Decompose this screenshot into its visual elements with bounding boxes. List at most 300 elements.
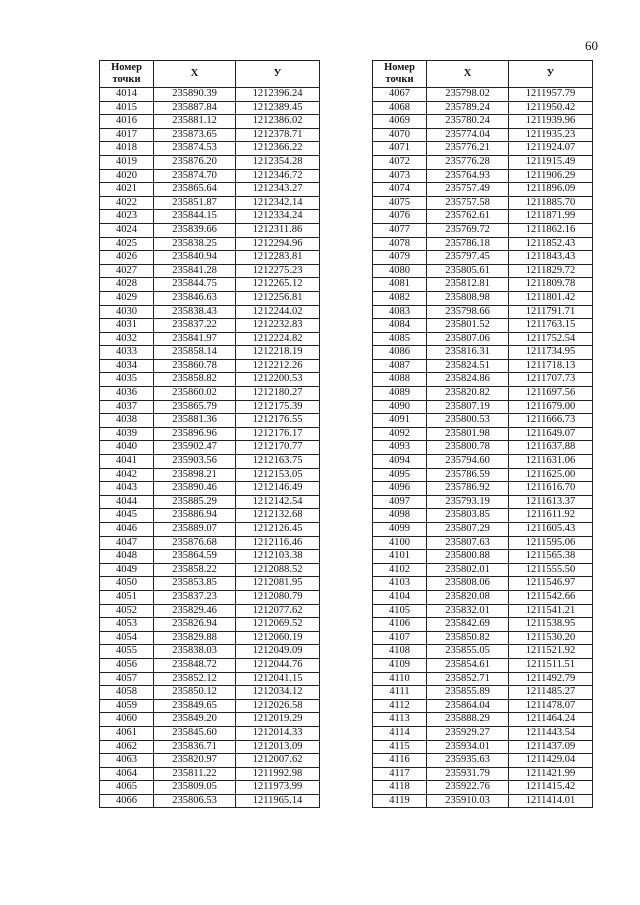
y-coordinate-cell: 1212244.02	[236, 305, 320, 319]
x-coordinate-cell: 235852.71	[427, 672, 509, 686]
point-number-cell: 4049	[100, 563, 154, 577]
x-coordinate-cell: 235876.68	[154, 536, 236, 550]
point-number-cell: 4030	[100, 305, 154, 319]
point-number-cell: 4101	[373, 550, 427, 564]
y-coordinate-cell: 1211538.95	[509, 618, 593, 632]
y-coordinate-cell: 1211896.09	[509, 183, 593, 197]
coordinates-table-right	[372, 60, 593, 808]
y-coordinate-cell: 1211906.29	[509, 169, 593, 183]
y-coordinate-cell: 1211511.51	[509, 658, 593, 672]
y-coordinate-cell: 1212232.83	[236, 319, 320, 333]
point-number-cell: 4040	[100, 441, 154, 455]
table-row	[373, 631, 593, 645]
table-row	[373, 468, 593, 482]
table-row	[373, 223, 593, 237]
y-coordinate-cell: 1211950.42	[509, 101, 593, 115]
point-number-cell: 4051	[100, 590, 154, 604]
x-coordinate-cell: 235910.03	[427, 794, 509, 808]
x-coordinate-cell: 235853.85	[154, 577, 236, 591]
table-row	[373, 373, 593, 387]
coordinates-table-left	[99, 60, 320, 808]
y-coordinate-cell: 1212049.09	[236, 645, 320, 659]
y-coordinate-cell: 1212311.86	[236, 223, 320, 237]
point-number-cell: 4057	[100, 672, 154, 686]
point-number-cell: 4097	[373, 495, 427, 509]
table-row	[373, 509, 593, 523]
table-row	[373, 196, 593, 210]
point-number-cell: 4063	[100, 754, 154, 768]
point-number-cell: 4117	[373, 767, 427, 781]
y-coordinate-cell: 1211613.37	[509, 495, 593, 509]
x-coordinate-cell: 235858.22	[154, 563, 236, 577]
y-coordinate-cell: 1211631.06	[509, 455, 593, 469]
table-row	[100, 509, 320, 523]
x-coordinate-cell: 235849.20	[154, 713, 236, 727]
table-row	[373, 441, 593, 455]
x-coordinate-cell: 235929.27	[427, 726, 509, 740]
x-coordinate-cell: 235832.01	[427, 604, 509, 618]
table-row	[100, 455, 320, 469]
y-coordinate-cell: 1211649.07	[509, 427, 593, 441]
x-coordinate-cell: 235776.28	[427, 155, 509, 169]
table-row	[373, 577, 593, 591]
y-coordinate-cell: 1212153.05	[236, 468, 320, 482]
point-number-cell: 4085	[373, 332, 427, 346]
x-coordinate-cell: 235885.29	[154, 495, 236, 509]
x-coordinate-cell: 235807.06	[427, 332, 509, 346]
point-number-cell: 4018	[100, 142, 154, 156]
x-coordinate-cell: 235881.36	[154, 414, 236, 428]
point-number-cell: 4044	[100, 495, 154, 509]
point-number-cell: 4058	[100, 686, 154, 700]
table-row	[100, 672, 320, 686]
y-coordinate-cell: 1211871.99	[509, 210, 593, 224]
x-coordinate-cell: 235850.82	[427, 631, 509, 645]
point-number-cell: 4073	[373, 169, 427, 183]
y-coordinate-cell: 1211414.01	[509, 794, 593, 808]
point-number-cell: 4035	[100, 373, 154, 387]
point-number-cell: 4039	[100, 427, 154, 441]
x-coordinate-cell: 235846.63	[154, 291, 236, 305]
point-number-cell: 4034	[100, 359, 154, 373]
x-coordinate-cell: 235838.43	[154, 305, 236, 319]
table-row	[100, 767, 320, 781]
table-row	[100, 319, 320, 333]
y-coordinate-cell: 1211852.43	[509, 237, 593, 251]
point-number-cell: 4074	[373, 183, 427, 197]
point-number-cell: 4054	[100, 631, 154, 645]
x-coordinate-cell: 235816.31	[427, 346, 509, 360]
table-row	[100, 223, 320, 237]
table-row	[100, 346, 320, 360]
table-row	[373, 523, 593, 537]
table-row	[100, 264, 320, 278]
table-row	[373, 414, 593, 428]
table-row	[100, 631, 320, 645]
point-number-cell: 4114	[373, 726, 427, 740]
y-coordinate-cell: 1211530.20	[509, 631, 593, 645]
x-coordinate-cell: 235881.12	[154, 115, 236, 129]
point-number-cell: 4093	[373, 441, 427, 455]
y-coordinate-cell: 1212163.75	[236, 455, 320, 469]
y-coordinate-cell: 1211541.21	[509, 604, 593, 618]
x-coordinate-cell: 235802.01	[427, 563, 509, 577]
x-coordinate-cell: 235854.61	[427, 658, 509, 672]
x-coordinate-cell: 235829.46	[154, 604, 236, 618]
point-number-cell: 4050	[100, 577, 154, 591]
table-body-left	[100, 88, 320, 808]
table-row	[373, 169, 593, 183]
point-number-cell: 4024	[100, 223, 154, 237]
point-number-cell: 4027	[100, 264, 154, 278]
x-coordinate-cell: 235902.47	[154, 441, 236, 455]
point-number-cell: 4082	[373, 291, 427, 305]
point-number-cell: 4080	[373, 264, 427, 278]
x-coordinate-cell: 235903.56	[154, 455, 236, 469]
point-number-cell: 4065	[100, 781, 154, 795]
table-row	[373, 101, 593, 115]
table-row	[373, 210, 593, 224]
x-coordinate-cell: 235837.23	[154, 590, 236, 604]
table-row	[373, 699, 593, 713]
y-coordinate-cell: 1212378.71	[236, 128, 320, 142]
x-coordinate-cell: 235826.94	[154, 618, 236, 632]
y-coordinate-cell: 1211973.99	[236, 781, 320, 795]
table-row	[373, 740, 593, 754]
x-coordinate-cell: 235811.22	[154, 767, 236, 781]
table-row	[100, 781, 320, 795]
table-row	[100, 563, 320, 577]
y-coordinate-cell: 1211464.24	[509, 713, 593, 727]
y-coordinate-cell: 1212294.96	[236, 237, 320, 251]
point-number-cell: 4055	[100, 645, 154, 659]
table-row	[373, 482, 593, 496]
x-coordinate-cell: 235889.07	[154, 523, 236, 537]
x-coordinate-cell: 235798.66	[427, 305, 509, 319]
point-number-cell: 4094	[373, 455, 427, 469]
y-coordinate-cell: 1211637.88	[509, 441, 593, 455]
x-coordinate-cell: 235807.63	[427, 536, 509, 550]
x-coordinate-cell: 235786.18	[427, 237, 509, 251]
y-coordinate-cell: 1211718.13	[509, 359, 593, 373]
y-coordinate-cell: 1212389.45	[236, 101, 320, 115]
x-coordinate-cell: 235898.21	[154, 468, 236, 482]
point-number-cell: 4105	[373, 604, 427, 618]
table-row	[373, 767, 593, 781]
table-row	[100, 618, 320, 632]
x-coordinate-cell: 235780.24	[427, 115, 509, 129]
point-number-cell: 4029	[100, 291, 154, 305]
table-row	[373, 128, 593, 142]
x-coordinate-cell: 235774.04	[427, 128, 509, 142]
y-coordinate-cell: 1212176.17	[236, 427, 320, 441]
x-coordinate-cell: 235798.02	[427, 88, 509, 102]
table-row	[100, 441, 320, 455]
y-coordinate-cell: 1212275.23	[236, 264, 320, 278]
table-row	[100, 427, 320, 441]
x-coordinate-cell: 235762.61	[427, 210, 509, 224]
table-row	[373, 672, 593, 686]
point-number-cell: 4023	[100, 210, 154, 224]
x-coordinate-cell: 235809.05	[154, 781, 236, 795]
table-row	[373, 346, 593, 360]
point-number-cell: 4095	[373, 468, 427, 482]
point-number-cell: 4110	[373, 672, 427, 686]
table-row	[373, 183, 593, 197]
table-row	[100, 373, 320, 387]
header-x: Х	[427, 61, 509, 88]
table-row	[373, 305, 593, 319]
table-row	[100, 699, 320, 713]
table-row	[373, 590, 593, 604]
x-coordinate-cell: 235838.03	[154, 645, 236, 659]
table-row	[100, 237, 320, 251]
x-coordinate-cell: 235824.51	[427, 359, 509, 373]
point-number-cell: 4015	[100, 101, 154, 115]
table-row	[373, 686, 593, 700]
x-coordinate-cell: 235824.86	[427, 373, 509, 387]
y-coordinate-cell: 1212218.19	[236, 346, 320, 360]
y-coordinate-cell: 1212132.68	[236, 509, 320, 523]
y-coordinate-cell: 1212019.29	[236, 713, 320, 727]
table-row	[373, 319, 593, 333]
page-number: 60	[585, 38, 598, 53]
y-coordinate-cell: 1212180.27	[236, 387, 320, 401]
y-coordinate-cell: 1211992.98	[236, 767, 320, 781]
point-number-cell: 4087	[373, 359, 427, 373]
header-point-number: Номер точки	[100, 61, 154, 88]
point-number-cell: 4088	[373, 373, 427, 387]
table-row	[100, 658, 320, 672]
table-row	[373, 495, 593, 509]
table-row	[373, 142, 593, 156]
y-coordinate-cell: 1212013.09	[236, 740, 320, 754]
table-row	[100, 645, 320, 659]
y-coordinate-cell: 1211421.99	[509, 767, 593, 781]
x-coordinate-cell: 235757.58	[427, 196, 509, 210]
y-coordinate-cell: 1212170.77	[236, 441, 320, 455]
point-number-cell: 4069	[373, 115, 427, 129]
x-coordinate-cell: 235849.65	[154, 699, 236, 713]
table-row	[100, 523, 320, 537]
point-number-cell: 4091	[373, 414, 427, 428]
point-number-cell: 4119	[373, 794, 427, 808]
y-coordinate-cell: 1211965.14	[236, 794, 320, 808]
y-coordinate-cell: 1212346.72	[236, 169, 320, 183]
x-coordinate-cell: 235806.53	[154, 794, 236, 808]
table-row	[100, 726, 320, 740]
y-coordinate-cell: 1212200.53	[236, 373, 320, 387]
x-coordinate-cell: 235844.75	[154, 278, 236, 292]
point-number-cell: 4103	[373, 577, 427, 591]
table-row	[100, 794, 320, 808]
y-coordinate-cell: 1212034.12	[236, 686, 320, 700]
x-coordinate-cell: 235886.94	[154, 509, 236, 523]
table-row	[373, 618, 593, 632]
table-row	[100, 169, 320, 183]
table-row	[100, 590, 320, 604]
point-number-cell: 4083	[373, 305, 427, 319]
table-row	[100, 305, 320, 319]
x-coordinate-cell: 235855.89	[427, 686, 509, 700]
y-coordinate-cell: 1212265.12	[236, 278, 320, 292]
table-row	[373, 794, 593, 808]
point-number-cell: 4020	[100, 169, 154, 183]
x-coordinate-cell: 235864.59	[154, 550, 236, 564]
y-coordinate-cell: 1211935.23	[509, 128, 593, 142]
x-coordinate-cell: 235931.79	[427, 767, 509, 781]
y-coordinate-cell: 1212342.14	[236, 196, 320, 210]
table-row	[100, 142, 320, 156]
y-coordinate-cell: 1211862.16	[509, 223, 593, 237]
table-row	[100, 400, 320, 414]
x-coordinate-cell: 235812.81	[427, 278, 509, 292]
y-coordinate-cell: 1211595.06	[509, 536, 593, 550]
x-coordinate-cell: 235776.21	[427, 142, 509, 156]
table-row	[100, 332, 320, 346]
table-row	[100, 155, 320, 169]
point-number-cell: 4072	[373, 155, 427, 169]
table-row	[373, 237, 593, 251]
x-coordinate-cell: 235865.79	[154, 400, 236, 414]
point-number-cell: 4038	[100, 414, 154, 428]
table-row	[373, 781, 593, 795]
point-number-cell: 4042	[100, 468, 154, 482]
table-row	[100, 495, 320, 509]
x-coordinate-cell: 235793.19	[427, 495, 509, 509]
point-number-cell: 4062	[100, 740, 154, 754]
y-coordinate-cell: 1212088.52	[236, 563, 320, 577]
x-coordinate-cell: 235837.22	[154, 319, 236, 333]
table-row	[100, 291, 320, 305]
x-coordinate-cell: 235842.69	[427, 618, 509, 632]
x-coordinate-cell: 235803.85	[427, 509, 509, 523]
x-coordinate-cell: 235839.66	[154, 223, 236, 237]
point-number-cell: 4099	[373, 523, 427, 537]
point-number-cell: 4112	[373, 699, 427, 713]
y-coordinate-cell: 1212069.52	[236, 618, 320, 632]
y-coordinate-cell: 1212176.55	[236, 414, 320, 428]
x-coordinate-cell: 235841.28	[154, 264, 236, 278]
point-number-cell: 4053	[100, 618, 154, 632]
x-coordinate-cell: 235845.60	[154, 726, 236, 740]
point-number-cell: 4100	[373, 536, 427, 550]
header-y: У	[509, 61, 593, 88]
y-coordinate-cell: 1212386.02	[236, 115, 320, 129]
point-number-cell: 4086	[373, 346, 427, 360]
y-coordinate-cell: 1211924.07	[509, 142, 593, 156]
point-number-cell: 4081	[373, 278, 427, 292]
y-coordinate-cell: 1212126.45	[236, 523, 320, 537]
point-number-cell: 4019	[100, 155, 154, 169]
y-coordinate-cell: 1211763.15	[509, 319, 593, 333]
y-coordinate-cell: 1211443.54	[509, 726, 593, 740]
point-number-cell: 4021	[100, 183, 154, 197]
y-coordinate-cell: 1212116.46	[236, 536, 320, 550]
header-y: У	[236, 61, 320, 88]
x-coordinate-cell: 235896.96	[154, 427, 236, 441]
table-row	[100, 550, 320, 564]
point-number-cell: 4037	[100, 400, 154, 414]
y-coordinate-cell: 1212146.49	[236, 482, 320, 496]
x-coordinate-cell: 235874.70	[154, 169, 236, 183]
point-number-cell: 4089	[373, 387, 427, 401]
y-coordinate-cell: 1212007.62	[236, 754, 320, 768]
y-coordinate-cell: 1211616.70	[509, 482, 593, 496]
point-number-cell: 4026	[100, 251, 154, 265]
point-number-cell: 4111	[373, 686, 427, 700]
point-number-cell: 4036	[100, 387, 154, 401]
table-row	[373, 88, 593, 102]
x-coordinate-cell: 235865.64	[154, 183, 236, 197]
y-coordinate-cell: 1212354.28	[236, 155, 320, 169]
point-number-cell: 4096	[373, 482, 427, 496]
table-row	[373, 536, 593, 550]
table-row	[373, 550, 593, 564]
y-coordinate-cell: 1211697.56	[509, 387, 593, 401]
point-number-cell: 4068	[373, 101, 427, 115]
x-coordinate-cell: 235860.02	[154, 387, 236, 401]
y-coordinate-cell: 1212396.24	[236, 88, 320, 102]
y-coordinate-cell: 1212080.79	[236, 590, 320, 604]
table-row	[100, 196, 320, 210]
x-coordinate-cell: 235797.45	[427, 251, 509, 265]
y-coordinate-cell: 1211555.50	[509, 563, 593, 577]
table-row	[100, 359, 320, 373]
point-number-cell: 4046	[100, 523, 154, 537]
x-coordinate-cell: 235800.88	[427, 550, 509, 564]
point-number-cell: 4033	[100, 346, 154, 360]
table-row	[100, 387, 320, 401]
y-coordinate-cell: 1212103.38	[236, 550, 320, 564]
y-coordinate-cell: 1211492.79	[509, 672, 593, 686]
y-coordinate-cell: 1211957.79	[509, 88, 593, 102]
point-number-cell: 4052	[100, 604, 154, 618]
point-number-cell: 4014	[100, 88, 154, 102]
x-coordinate-cell: 235769.72	[427, 223, 509, 237]
table-row	[373, 713, 593, 727]
point-number-cell: 4059	[100, 699, 154, 713]
y-coordinate-cell: 1211611.92	[509, 509, 593, 523]
point-number-cell: 4022	[100, 196, 154, 210]
table-row	[373, 359, 593, 373]
point-number-cell: 4075	[373, 196, 427, 210]
x-coordinate-cell: 235820.82	[427, 387, 509, 401]
x-coordinate-cell: 235820.97	[154, 754, 236, 768]
x-coordinate-cell: 235850.12	[154, 686, 236, 700]
point-number-cell: 4102	[373, 563, 427, 577]
y-coordinate-cell: 1211625.00	[509, 468, 593, 482]
table-row	[100, 604, 320, 618]
table-row	[373, 115, 593, 129]
table-row	[100, 115, 320, 129]
table-row	[373, 455, 593, 469]
table-row	[373, 754, 593, 768]
table-row	[373, 278, 593, 292]
x-coordinate-cell: 235789.24	[427, 101, 509, 115]
x-coordinate-cell: 235836.71	[154, 740, 236, 754]
y-coordinate-cell: 1212212.26	[236, 359, 320, 373]
point-number-cell: 4106	[373, 618, 427, 632]
table-row	[100, 536, 320, 550]
y-coordinate-cell: 1212044.76	[236, 658, 320, 672]
table-body-right	[373, 88, 593, 808]
y-coordinate-cell: 1212081.95	[236, 577, 320, 591]
x-coordinate-cell: 235801.52	[427, 319, 509, 333]
table-row	[373, 251, 593, 265]
table-row	[373, 291, 593, 305]
table-row	[100, 128, 320, 142]
